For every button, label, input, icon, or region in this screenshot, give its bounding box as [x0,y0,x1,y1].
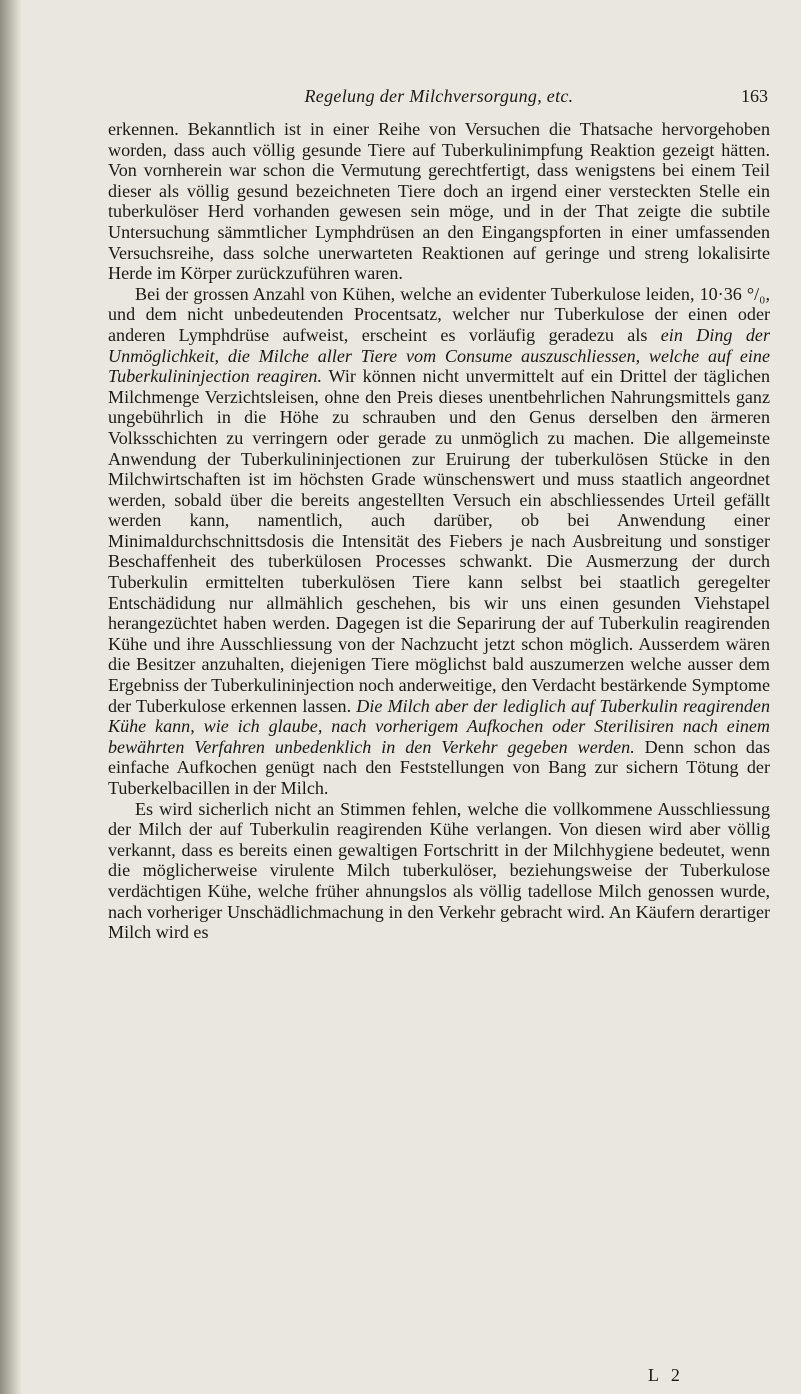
text-run: Es wird sicherlich nicht an Stimmen fehlen, welche die vollkommene Ausschliessung der Milch der auf Tuberkulin reagirenden Kühe verlangen. Von diesen wird aber völlig verkannt, dass es bereits einen gewaltigen Fortschritt in der Milchhygiene bedeutet, wenn die möglicherweise virulente Milch tuberkulöser, beziehungsweise der Tuberkulose verdächtigen Kühe, welche früher ahnungslos als völlig tadellose Milch genossen wurde, nach vorheriger Unschädlichmachung in den Verkehr gebracht wird. An Käufern derartiger Milch wird es [108,798,770,943]
printer-signature-mark: L 2 [648,1365,684,1385]
running-title: Regelung der Milchversorgung, etc. [304,86,574,106]
text-run: Bei der grossen Anzahl von Kühen, welche an evidenter Tuberkulose leiden, 10·36 °/₀, und dem nicht unbedeutenden Procentsatz, welcher nur Tuberkulose der einen oder anderen Lymphdrüse aufweist, erscheint es vorläufig geradezu als [108,283,770,345]
italic-emphasis: Die Milch aber der lediglich auf Tuberkulin reagirenden Kühe kann, wie ich glaube, nach vorherigem Aufkochen oder Sterilisiren nach einem bewährten Verfahren unbedenklich in den Verkehr gegeben werden. [108,695,770,757]
text-run: erkennen. Bekanntlich ist in einer Reihe von Versuchen die Thatsache hervorgehoben worden, dass auch völlig gesunde Tiere auf Tuberkulinimpfung Reaktion gezeigt hätten. Von vornherein war schon die Vermutung gerechtfertigt, dass wenigstens bei einem Teil dieser als völlig gesund bezeichneten Tiere doch an irgend einer versteckten Stelle ein tuberkulöser Herd vorhanden gewesen sein möge, und in der That zeigte die subtile Untersuchung sämmtlicher Lymphdrüsen an den Eingangspforten in einer umfassenden Versuchsreihe, dass solche unerwarteten Reaktionen auf geringe und streng lokalisirte Herde im Körper zurückzuführen waren. [108,119,770,284]
body-text [108,119,770,943]
paragraph [108,799,770,943]
paragraph [108,284,770,799]
page-number: 163 [741,86,768,106]
italic-emphasis: ein Ding der Unmöglichkeit, die Milche aller Tiere vom Consume auszuschliessen, welche auf eine Tuberkulininjection reagiren. [108,324,770,387]
paragraph [108,119,770,284]
text-run: Wir können nicht unvermittelt auf ein Drittel der täglichen Milchmenge Verzichtsleisen, ohne den Preis dieses unentbehrlichen Nahrungsmittels ganz ungebührlich in die Höhe zu schrauben und den Genus derselben den ärmeren Volksschichten zu verringern oder gerade zu unmöglich zu machen. Die allgemeinste Anwendung der Tuberkulininjectionen zur Eruirung der tuberkulösen Stücke in den Milchwirtschaften ist im höchsten Grade wünschenswert und muss staatlich angeordnet werden, sobald über die bereits angestellten Versuch ein abschliessendes Urteil gefällt werden kann, namentlich, auch darüber, ob bei Anwendung einer Minimaldurchschnittsdosis die Intensität des Fiebers je nach Ausbreitung und sonstiger Beschaffenheit des tuberkülosen Processes schwankt. Die Ausmerzung der durch Tuberkulin ermittelten tuberkulösen Tiere kann selbst bei staatlich geregelter Entschädidung nur allmählich geschehen, bis wir uns einen gesunden Viehstapel herangezüchtet haben werden. Dagegen ist die Separirung der auf Tuberkulin reagirenden Kühe und ihre Ausschliessung von der Nachzucht jetzt schon möglich. Ausserdem wären die Besitzer anzuhalten, diejenigen Tiere möglichst bald auszumerzen welche ausser dem Ergebniss der Tuberkulininjection noch anderweitige, den Verdacht bestärkende Symptome der Tuberkulose erkennen lassen. [108,366,770,716]
page-header [108,86,770,110]
text-run: Denn schon das einfache Aufkochen genügt nach den Feststellungen von Bang zur sichern Tötung der Tuberkelbacillen in der Milch. [108,736,771,798]
book-gutter [0,0,22,1394]
